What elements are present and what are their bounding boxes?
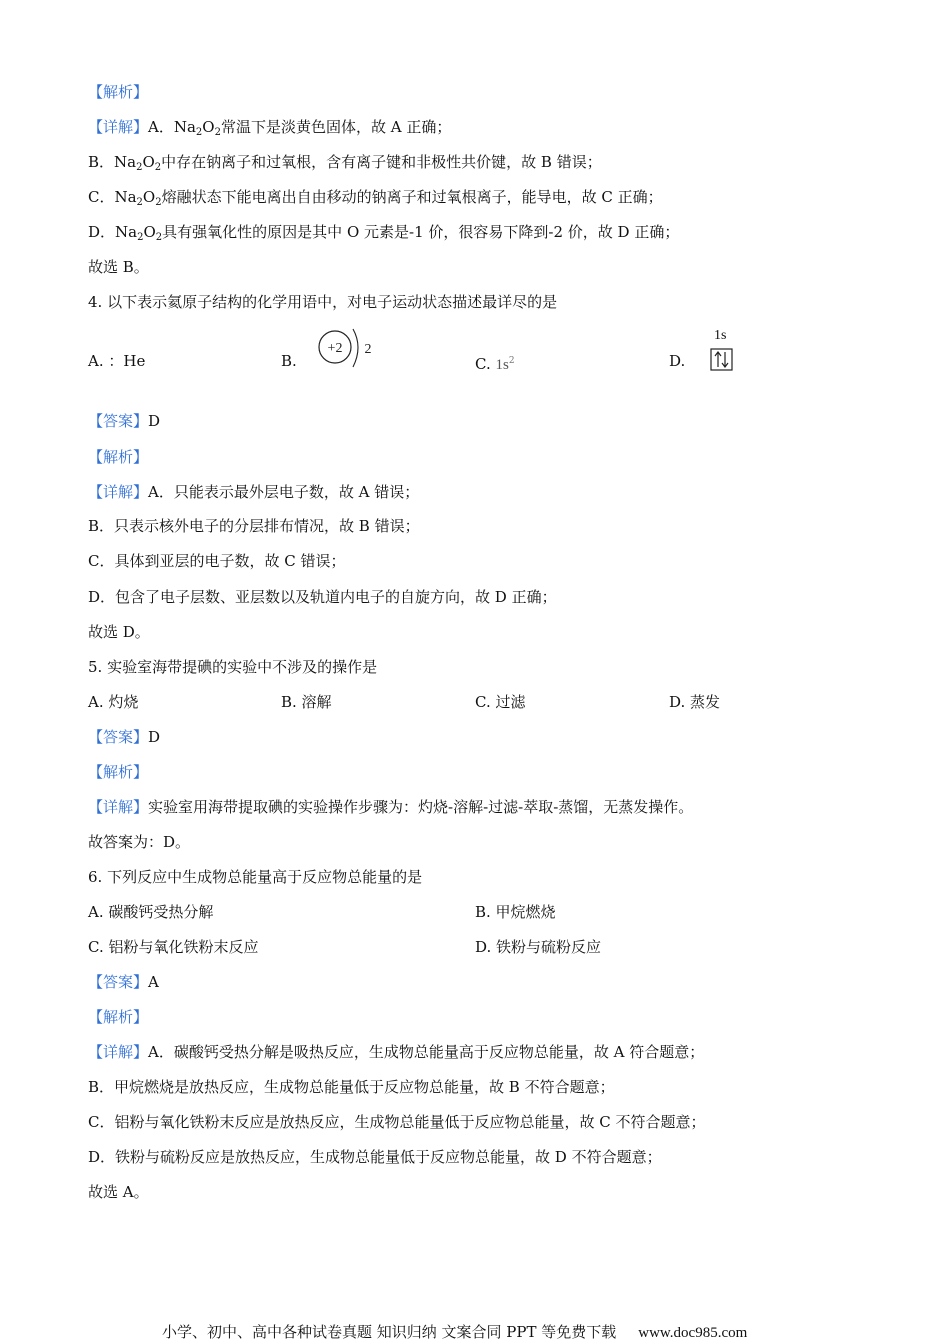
q6-option-b: B. 甲烷燃烧: [475, 903, 556, 921]
q6-detail-a: 【详解】A．碳酸钙受热分解是吸热反应，生成物总能量高于反应物总能量，故 A 符合题意；: [88, 1043, 705, 1061]
q3-analysis-heading: 【解析】: [88, 83, 149, 101]
q6-detail-c: C．铝粉与氧化铁粉末反应是放热反应，生成物总能量低于反应物总能量，故 C 不符合题意；: [88, 1113, 706, 1131]
q5-option-c: C. 过滤: [475, 693, 526, 711]
q6-option-c: C. 铝粉与氧化铁粉末反应: [88, 938, 259, 956]
q4-nucleus-charge: +2: [327, 341, 343, 356]
q4-orbital-label: 1s: [714, 328, 727, 343]
q6-option-a: A. 碳酸钙受热分解: [88, 903, 214, 921]
page-footer: [162, 1322, 747, 1343]
q4-analysis-heading: 【解析】: [88, 448, 149, 466]
footer-text: 小学、初中、高中各种试卷真题 知识归纳 文案合同 PPT 等免费下载: [162, 1323, 617, 1341]
q6-conclusion: 故选 A。: [88, 1183, 149, 1201]
q6-detail-b: B．甲烷燃烧是放热反应，生成物总能量低于反应物总能量，故 B 不符合题意；: [88, 1078, 615, 1096]
q3-detail-d: D．$Na_2O_2$具有强氧化性的原因是其中 O 元素是-1 价，很容易下降到-2 价，故 D 正确；: [88, 223, 680, 243]
q4-detail-d: D．包含了电子层数、亚层数以及轨道内电子的自旋方向，故 D 正确；: [88, 588, 557, 606]
q3-conclusion: 故选 B。: [88, 258, 149, 276]
q6-analysis-heading: 【解析】: [88, 1008, 149, 1026]
q4-detail-b: B．只表示核外电子的分层排布情况，故 B 错误；: [88, 517, 420, 535]
q3-detail-a: 【详解】A．$Na_2O_2$常温下是淡黄色固体，故 A 正确；: [88, 118, 452, 138]
q5-conclusion: 故答案为：D。: [88, 833, 191, 851]
q3-detail-b: B．$Na_2O_2$中存在钠离子和过氧根，含有离子键和非极性共价键，故 B 错误；: [88, 153, 602, 173]
q5-option-a: A. 灼烧: [88, 693, 139, 711]
q4-shell-electrons: 2: [364, 342, 372, 357]
q6-option-d: D. 铁粉与硫粉反应: [475, 938, 602, 956]
q4-answer: 【答案】D: [88, 412, 161, 430]
q5-answer: 【答案】D: [88, 728, 161, 746]
q3-detail-c: C．$Na_2O_2$熔融状态下能电离出自由移动的钠离子和过氧根离子，能导电，故 C 正确；: [88, 188, 663, 208]
q6-stem: 6. 下列反应中生成物总能量高于反应物总能量的是: [88, 868, 423, 886]
q6-answer: 【答案】A: [88, 973, 159, 991]
q4-detail-a: 【详解】A．只能表示最外层电子数，故 A 错误；: [88, 483, 420, 501]
q5-option-d: D. 蒸发: [669, 693, 721, 711]
q5-stem: 5. 实验室海带提碘的实验中不涉及的操作是: [88, 658, 378, 676]
q4-option-b-label: B.: [281, 352, 297, 370]
q4-option-b-atomic-diagram: [316, 326, 372, 372]
q4-conclusion: 故选 D。: [88, 623, 150, 641]
q4-option-d-label: D.: [669, 352, 686, 370]
footer-url-link[interactable]: www.doc985.com: [638, 1325, 748, 1341]
q4-detail-c: C．具体到亚层的电子数，故 C 错误；: [88, 552, 346, 570]
q4-stem: 4. 以下表示氦原子结构的化学用语中，对电子运动状态描述最详尽的是: [88, 293, 558, 311]
q5-analysis-heading: 【解析】: [88, 763, 149, 781]
q4-orbital-box-icon: [710, 348, 734, 372]
q6-detail-d: D．铁粉与硫粉反应是放热反应，生成物总能量低于反应物总能量，故 D 不符合题意；: [88, 1148, 662, 1166]
q5-detail: 【详解】实验室用海带提取碘的实验操作步骤为：灼烧-溶解-过滤-萃取-蒸馏，无蒸发操作。: [88, 798, 694, 816]
q5-option-b: B. 溶解: [281, 693, 332, 711]
q4-option-a: A. ：He: [88, 352, 146, 370]
q4-option-c: C. $1s^2$: [475, 355, 515, 373]
